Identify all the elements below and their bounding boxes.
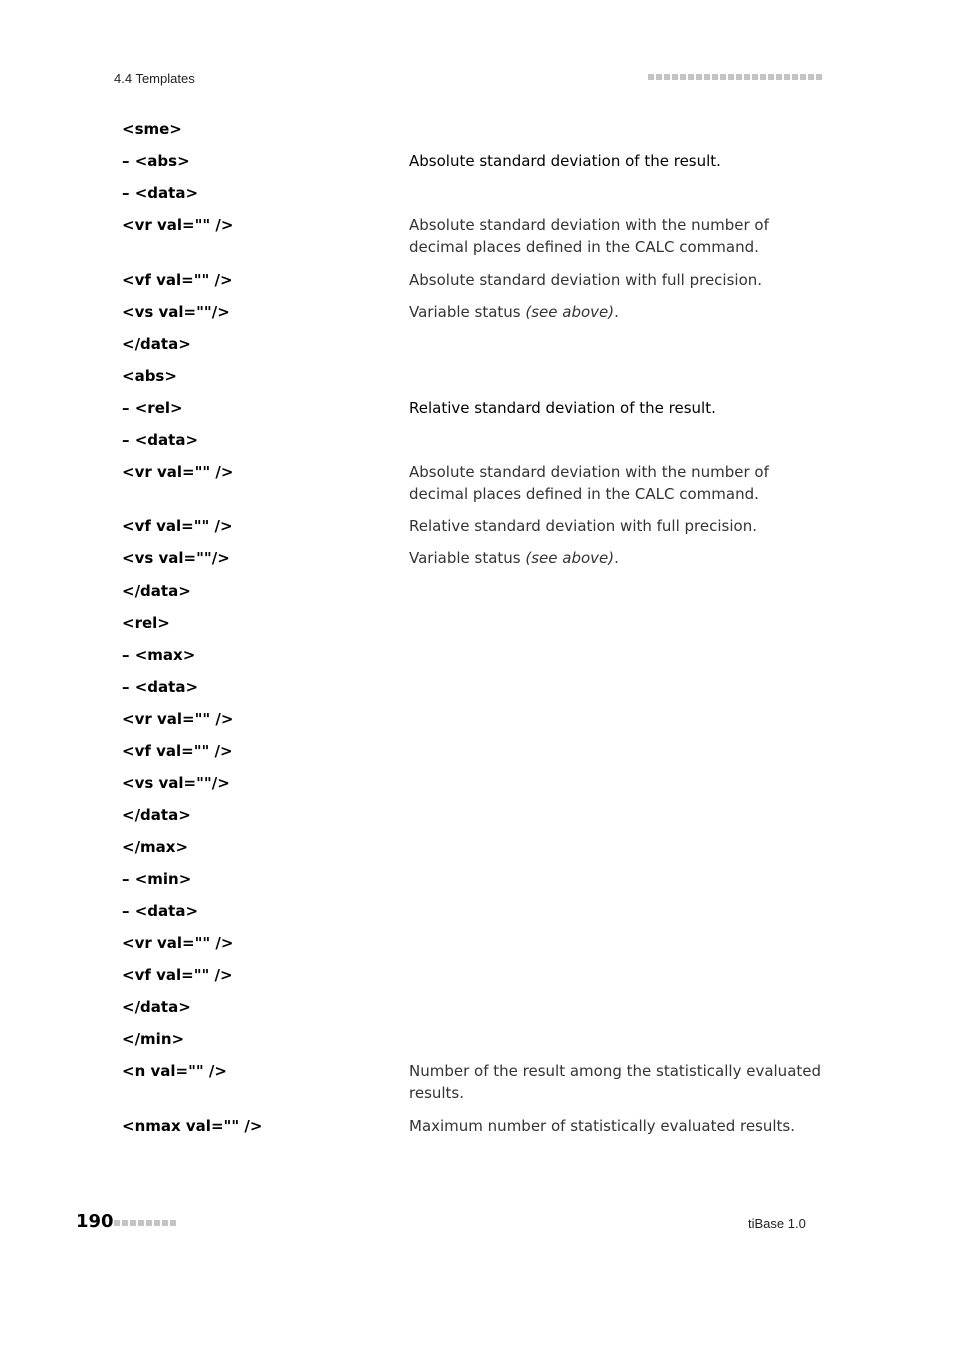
decoration-square	[744, 74, 750, 80]
decoration-square	[728, 74, 734, 80]
element-tag: – <data>	[122, 902, 199, 920]
description-text: Number of the result among the statistically evaluated results.	[409, 1062, 822, 1102]
element-tag: <abs>	[122, 367, 177, 385]
element-tag: <vf val="" />	[122, 966, 233, 984]
element-tag: – <rel>	[122, 399, 183, 417]
element-tag: <vs val=""/>	[122, 549, 230, 567]
element-tag: </data>	[122, 335, 191, 353]
product-name: tiBase 1.0	[748, 1216, 806, 1231]
decoration-square	[664, 74, 670, 80]
element-tag: </min>	[122, 1030, 185, 1048]
element-description	[409, 1115, 829, 1137]
decoration-square	[768, 74, 774, 80]
element-tag: </max>	[122, 838, 189, 856]
element-tag: <vs val=""/>	[122, 774, 230, 792]
description-reference: (see above)	[525, 303, 615, 321]
decoration-square	[736, 74, 742, 80]
element-tag: </data>	[122, 806, 191, 824]
element-tag: – <max>	[122, 646, 196, 664]
description-text: Absolute standard deviation of the result.	[409, 152, 721, 170]
decoration-square	[776, 74, 782, 80]
decoration-square	[808, 74, 814, 80]
element-tag: – <data>	[122, 184, 199, 202]
element-tag: <vr val="" />	[122, 934, 234, 952]
description-tail: .	[614, 303, 619, 321]
running-header-section: 4.4 Templates	[114, 71, 195, 86]
decoration-square	[688, 74, 694, 80]
decoration-square	[720, 74, 726, 80]
description-text: Absolute standard deviation with the number of decimal places defined in the CALC command.	[409, 216, 769, 256]
element-tag: </data>	[122, 582, 191, 600]
decoration-square	[800, 74, 806, 80]
decoration-square	[672, 74, 678, 80]
header-decoration	[648, 74, 822, 80]
decoration-square	[760, 74, 766, 80]
element-tag: – <min>	[122, 870, 192, 888]
decoration-square	[122, 1220, 128, 1226]
footer-decoration	[114, 1220, 176, 1226]
element-description	[409, 269, 829, 291]
description-text: Relative standard deviation with full precision.	[409, 517, 757, 535]
element-tag: <vs val=""/>	[122, 303, 230, 321]
decoration-square	[162, 1220, 168, 1226]
description-text: Absolute standard deviation with the number of decimal places defined in the CALC command.	[409, 463, 769, 503]
element-tag: <vf val="" />	[122, 271, 233, 289]
element-tag: – <abs>	[122, 152, 190, 170]
element-tag: <vr val="" />	[122, 710, 234, 728]
element-tag: <vr val="" />	[122, 463, 234, 481]
decoration-square	[816, 74, 822, 80]
description-text: Maximum number of statistically evaluated results.	[409, 1117, 796, 1135]
element-description	[409, 397, 829, 419]
element-tag: <vf val="" />	[122, 517, 233, 535]
element-tag: </data>	[122, 998, 191, 1016]
element-description	[409, 150, 829, 172]
element-description	[409, 214, 829, 258]
element-tag: – <data>	[122, 431, 199, 449]
description-text: Absolute standard deviation with full precision.	[409, 271, 763, 289]
decoration-square	[680, 74, 686, 80]
element-tag: <nmax val="" />	[122, 1117, 263, 1135]
decoration-square	[784, 74, 790, 80]
element-tag: – <data>	[122, 678, 199, 696]
element-description	[409, 515, 829, 537]
decoration-square	[130, 1220, 136, 1226]
element-tag: <vf val="" />	[122, 742, 233, 760]
decoration-square	[146, 1220, 152, 1226]
description-reference: (see above)	[525, 549, 615, 567]
decoration-square	[704, 74, 710, 80]
description-tail: .	[614, 549, 619, 567]
element-description	[409, 461, 829, 505]
decoration-square	[656, 74, 662, 80]
element-tag: <rel>	[122, 614, 170, 632]
description-text: Relative standard deviation of the result.	[409, 399, 716, 417]
decoration-square	[648, 74, 654, 80]
decoration-square	[170, 1220, 176, 1226]
element-tag: <n val="" />	[122, 1062, 227, 1080]
decoration-square	[792, 74, 798, 80]
element-tag: <vr val="" />	[122, 216, 234, 234]
page-number: 190	[76, 1211, 114, 1232]
decoration-square	[154, 1220, 160, 1226]
decoration-square	[138, 1220, 144, 1226]
decoration-square	[114, 1220, 120, 1226]
decoration-square	[752, 74, 758, 80]
description-text: Variable status	[409, 549, 526, 567]
element-tag: <sme>	[122, 120, 182, 138]
element-description	[409, 547, 829, 569]
decoration-square	[696, 74, 702, 80]
element-description	[409, 1060, 829, 1104]
element-description	[409, 301, 829, 323]
description-text: Variable status	[409, 303, 526, 321]
decoration-square	[712, 74, 718, 80]
